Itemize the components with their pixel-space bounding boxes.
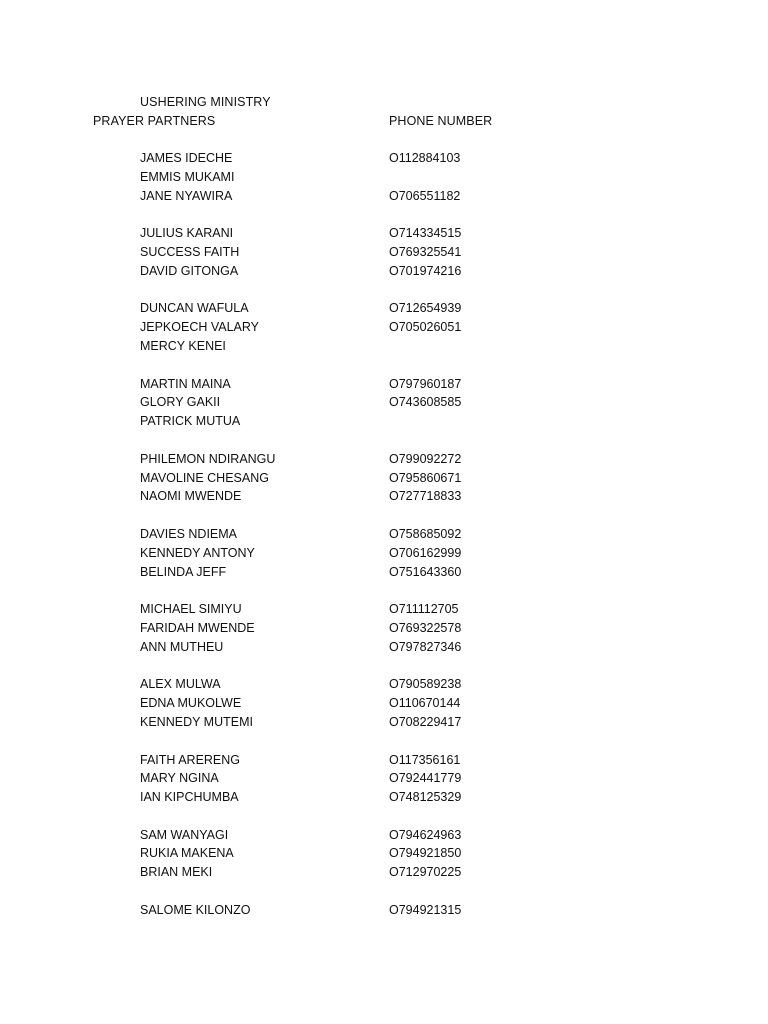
partner-name: MAVOLINE CHESANG — [140, 470, 269, 485]
partner-row — [0, 375, 768, 394]
partner-row — [0, 619, 768, 638]
partner-row — [0, 675, 768, 694]
partner-row — [0, 563, 768, 582]
partner-phone: O705026051 — [389, 320, 462, 335]
partner-row — [0, 243, 768, 262]
partner-group — [0, 224, 768, 280]
partner-name: ANN MUTHEU — [140, 639, 224, 654]
partner-row — [0, 337, 768, 356]
partner-phone: O790589238 — [389, 677, 462, 692]
partner-row — [0, 544, 768, 563]
partner-phone: O117356161 — [389, 752, 461, 767]
partner-row — [0, 487, 768, 506]
partner-name: BELINDA JEFF — [140, 564, 227, 579]
partner-row — [0, 901, 768, 920]
partner-row — [0, 262, 768, 281]
partner-group — [0, 299, 768, 355]
partner-group — [0, 525, 768, 581]
partner-row — [0, 638, 768, 657]
partner-name: JANE NYAWIRA — [140, 188, 233, 203]
partner-row — [0, 318, 768, 337]
partner-name: SUCCESS FAITH — [140, 244, 240, 259]
partner-phone: O112884103 — [389, 151, 461, 165]
partner-phone: O706162999 — [389, 545, 462, 560]
partner-name: DUNCAN WAFULA — [140, 301, 249, 316]
partner-phone: O795860671 — [389, 470, 462, 485]
partner-group — [0, 149, 768, 205]
partner-phone: O714334515 — [389, 226, 462, 241]
partner-name: PATRICK MUTUA — [140, 414, 241, 429]
partner-name: KENNEDY ANTONY — [140, 545, 255, 560]
partner-group — [0, 450, 768, 506]
partner-row — [0, 168, 768, 187]
partner-phone: O751643360 — [389, 564, 462, 579]
partner-row — [0, 826, 768, 845]
partner-row — [0, 412, 768, 431]
partner-name: EDNA MUKOLWE — [140, 696, 242, 711]
partner-name: DAVIES NDIEMA — [140, 526, 238, 541]
partner-group — [0, 375, 768, 431]
partner-name: JULIUS KARANI — [140, 226, 234, 241]
partner-group — [0, 826, 768, 882]
partner-name: IAN KIPCHUMBA — [140, 790, 239, 805]
partner-name: MARY NGINA — [140, 771, 219, 786]
partner-phone: O797960187 — [389, 376, 462, 391]
partner-name: PHILEMON NDIRANGU — [140, 451, 276, 466]
partner-phone: O743608585 — [389, 395, 462, 410]
partner-phone: O711112705 — [389, 602, 459, 617]
partner-phone: O799092272 — [389, 451, 462, 466]
partner-name: DAVID GITONGA — [140, 263, 239, 278]
partner-phone: O769322578 — [389, 620, 462, 635]
partner-phone: O748125329 — [389, 790, 462, 805]
partner-name: GLORY GAKII — [140, 395, 221, 410]
partner-name: MERCY KENEI — [140, 338, 226, 353]
partner-row — [0, 393, 768, 412]
partner-group — [0, 901, 768, 920]
partner-name: MICHAEL SIMIYU — [140, 602, 242, 617]
phone-number-header: PHONE NUMBER — [389, 114, 493, 128]
partner-phone: O708229417 — [389, 714, 462, 729]
prayer-partners-list — [0, 149, 768, 938]
partner-name: SAM WANYAGI — [140, 827, 229, 842]
partner-phone: O792441779 — [389, 771, 462, 786]
partner-phone: O758685092 — [389, 526, 462, 541]
partner-name: BRIAN MEKI — [140, 865, 213, 880]
partner-phone: O110670144 — [389, 696, 461, 711]
partner-group — [0, 751, 768, 807]
partner-name: MARTIN MAINA — [140, 376, 231, 391]
partner-name: FAITH ARERENG — [140, 752, 241, 767]
partner-name: KENNEDY MUTEMI — [140, 714, 253, 729]
partner-phone: O794921850 — [389, 846, 462, 861]
partner-name: NAOMI MWENDE — [140, 489, 242, 504]
partner-row — [0, 788, 768, 807]
partner-row — [0, 187, 768, 206]
partner-group — [0, 675, 768, 731]
ministry-title: USHERING MINISTRY — [140, 95, 271, 109]
partner-phone: O727718833 — [389, 489, 462, 504]
partner-name: JEPKOECH VALARY — [140, 320, 260, 335]
partner-group — [0, 600, 768, 656]
prayer-partners-header: PRAYER PARTNERS — [93, 114, 216, 128]
partner-row — [0, 863, 768, 882]
partner-name: FARIDAH MWENDE — [140, 620, 255, 635]
partner-row — [0, 694, 768, 713]
partner-phone: O794921315 — [389, 902, 462, 917]
partner-phone: O712654939 — [389, 301, 462, 316]
partner-phone: O701974216 — [389, 263, 462, 278]
partner-row — [0, 600, 768, 619]
partner-row — [0, 525, 768, 544]
partner-row — [0, 713, 768, 732]
partner-name: EMMIS MUKAMI — [140, 169, 235, 184]
partner-row — [0, 844, 768, 863]
partner-row — [0, 769, 768, 788]
partner-row — [0, 751, 768, 770]
partner-row — [0, 450, 768, 469]
partner-name: RUKIA MAKENA — [140, 846, 234, 861]
partner-phone: O794624963 — [389, 827, 462, 842]
partner-row — [0, 469, 768, 488]
partner-phone: O769325541 — [389, 244, 462, 259]
partner-phone: O706551182 — [389, 188, 461, 203]
partner-row — [0, 224, 768, 243]
partner-name: ALEX MULWA — [140, 677, 221, 692]
partner-row — [0, 299, 768, 318]
partner-name: JAMES IDECHE — [140, 151, 233, 165]
partner-row — [0, 149, 768, 168]
partner-phone: O712970225 — [389, 865, 462, 880]
partner-name: SALOME KILONZO — [140, 902, 251, 917]
partner-phone: O797827346 — [389, 639, 462, 654]
